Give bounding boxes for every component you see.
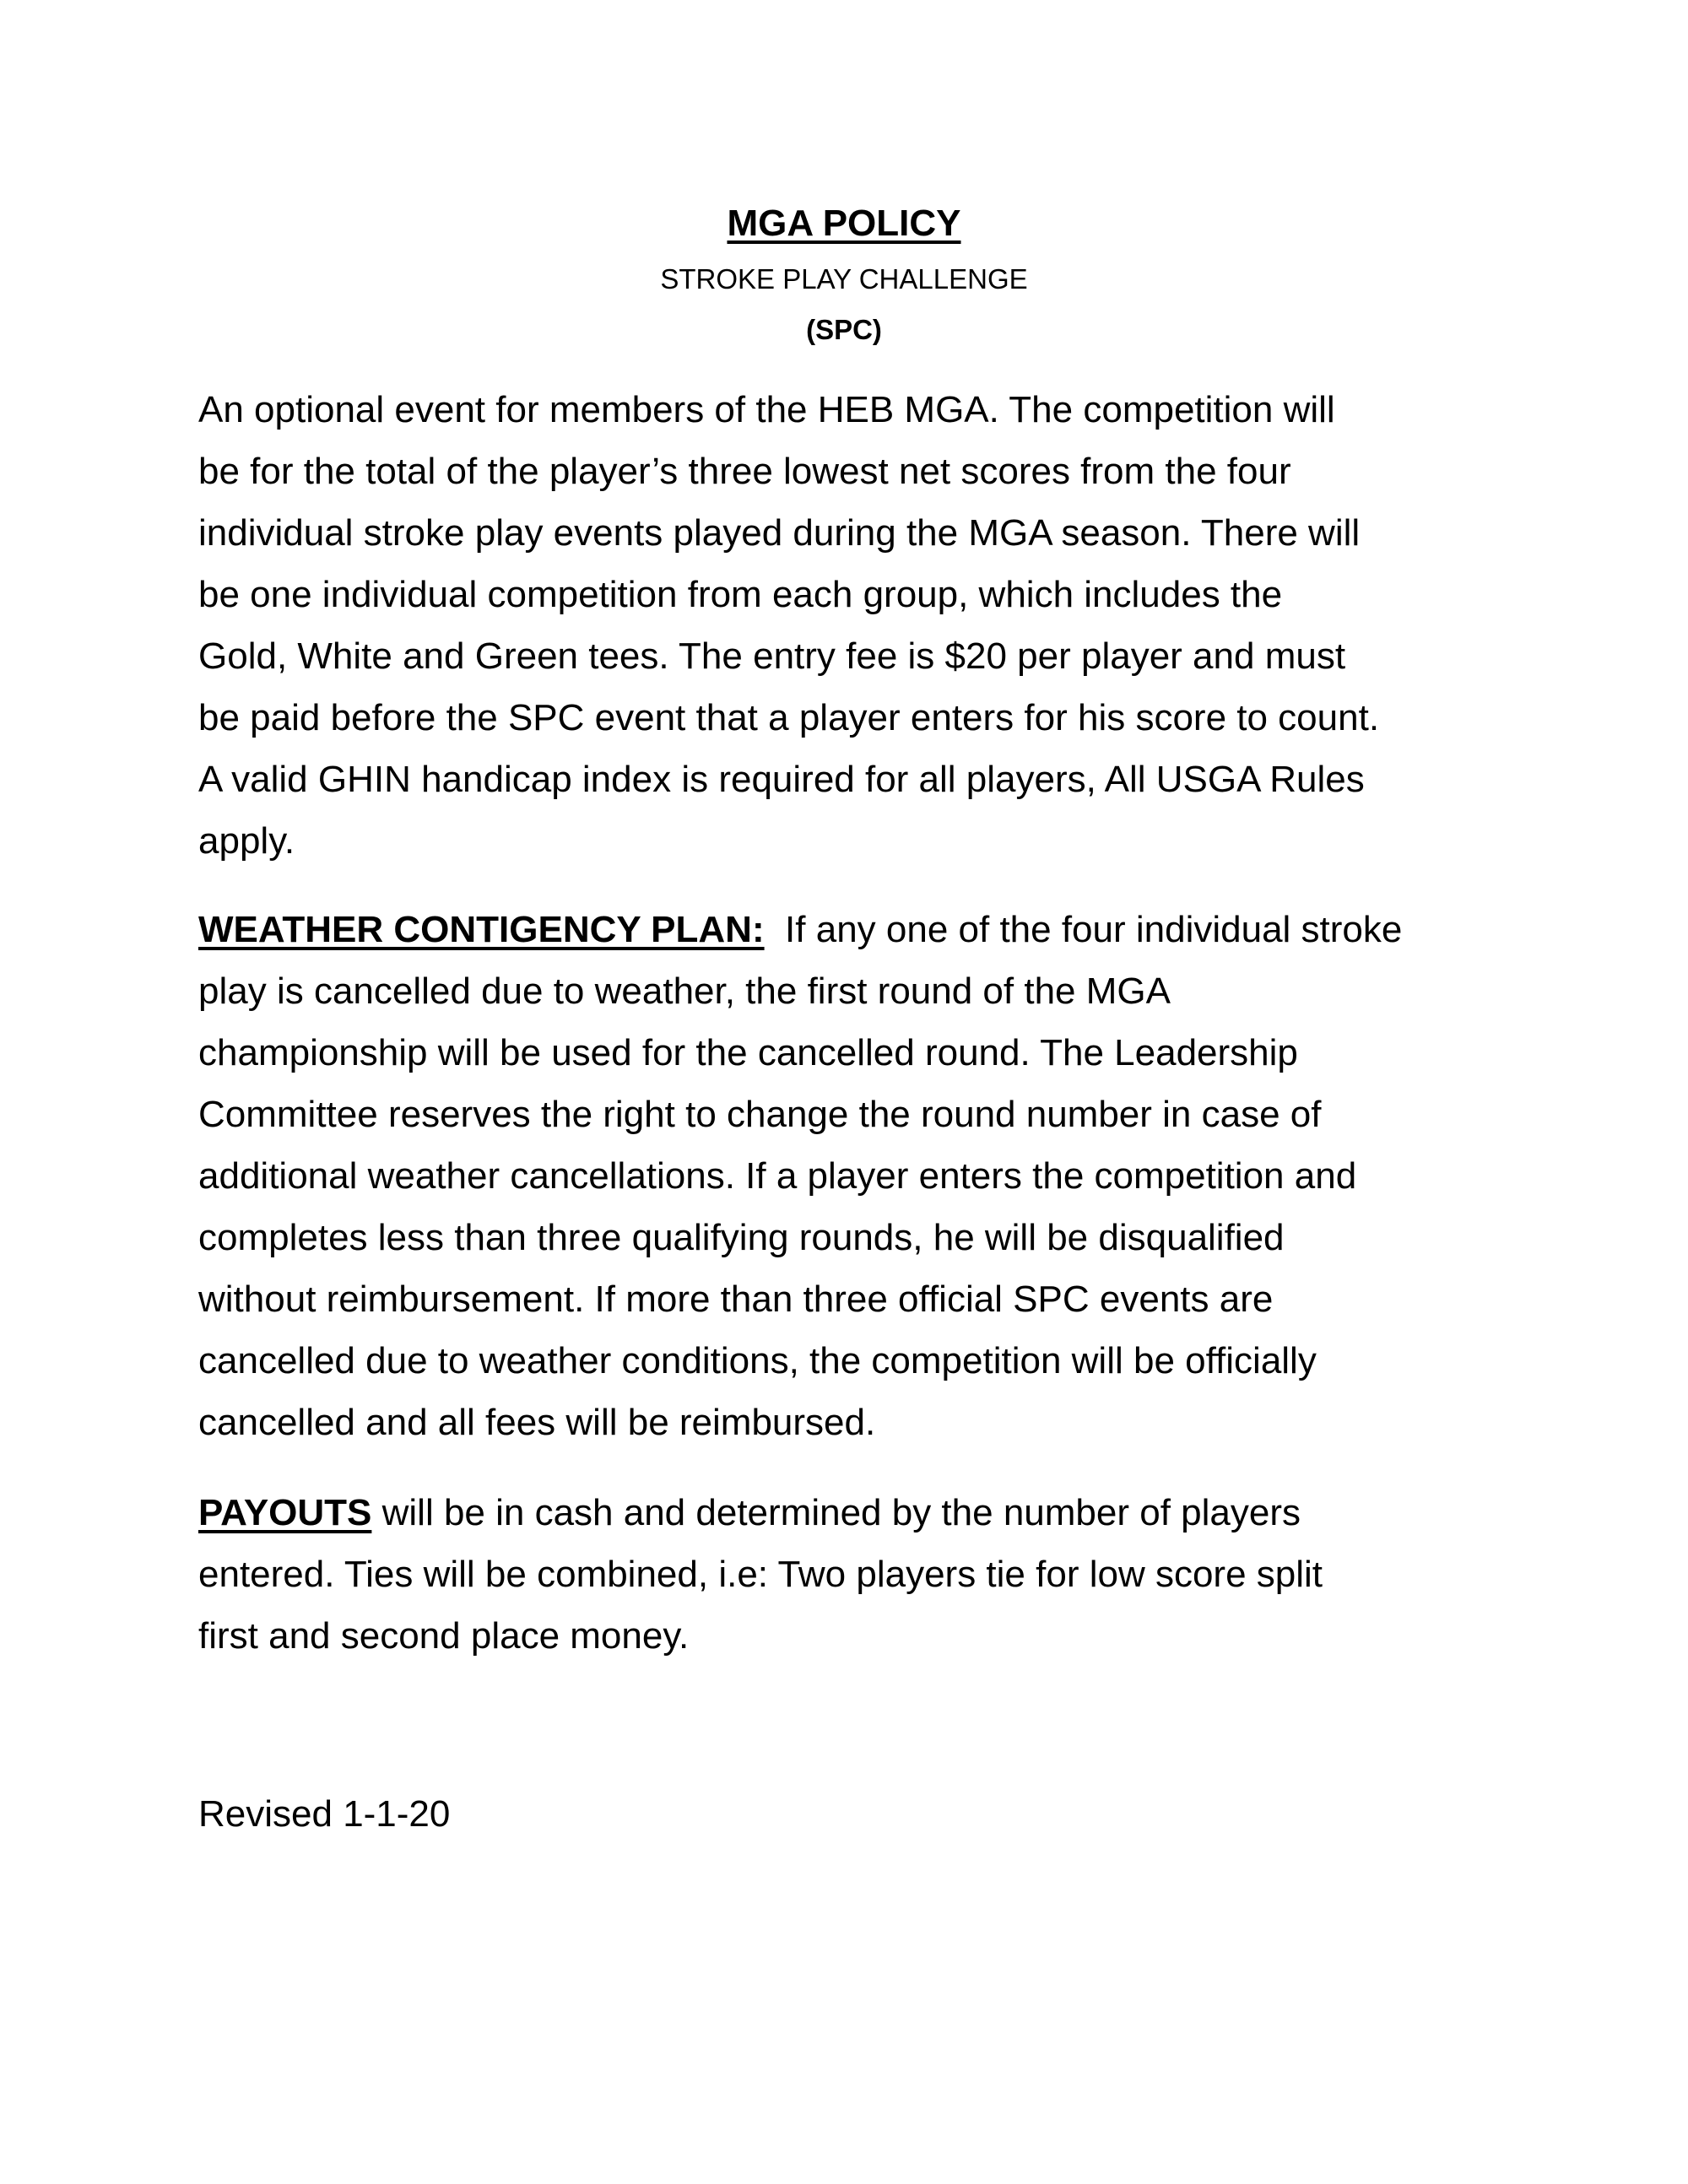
document-subtitle: STROKE PLAY CHALLENGE (660, 263, 1028, 295)
paragraph-line: be one individual competition from each group, which includes the (198, 574, 1283, 615)
document-abbreviation: (SPC) (806, 314, 882, 345)
payouts-paragraph (198, 1482, 1323, 1667)
document-title: MGA POLICY (727, 203, 961, 244)
paragraph-line: without reimbursement. If more than three official SPC events are (198, 1279, 1274, 1320)
paragraph-line: championship will be used for the cancelled round. The Leadership (198, 1032, 1298, 1073)
paragraph-line (198, 899, 1402, 960)
weather-paragraph (198, 899, 1402, 1453)
paragraph-line: first and second place money. (198, 1615, 690, 1657)
paragraph-line: play is cancelled due to weather, the first round of the MGA (198, 970, 1171, 1012)
paragraph-line: apply. (198, 820, 295, 862)
paragraph-line: cancelled due to weather conditions, the competition will be officially (198, 1340, 1317, 1381)
paragraph-line: An optional event for members of the HEB MGA. The competition will (198, 389, 1335, 430)
paragraph-line: Committee reserves the right to change the round number in case of (198, 1094, 1322, 1135)
paragraph-line: individual stroke play events played during the MGA season. There will (198, 512, 1361, 554)
paragraph-line: cancelled and all fees will be reimbursed. (198, 1402, 876, 1443)
payouts-heading: PAYOUTS (198, 1492, 372, 1533)
paragraph-line: additional weather cancellations. If a player enters the competition and (198, 1155, 1357, 1197)
weather-heading: WEATHER CONTIGENCY PLAN: (198, 909, 765, 950)
paragraph-line: Gold, White and Green tees. The entry fee is $20 per player and must (198, 635, 1346, 677)
intro-paragraph (198, 379, 1379, 872)
revised-date: Revised 1-1-20 (198, 1793, 451, 1835)
paragraph-line: A valid GHIN handicap index is required for all players, All USGA Rules (198, 759, 1365, 800)
weather-first-line: If any one of the four individual stroke (764, 909, 1403, 950)
paragraph-line (198, 1482, 1323, 1543)
paragraph-line: completes less than three qualifying rounds, he will be disqualified (198, 1217, 1285, 1258)
paragraph-line: entered. Ties will be combined, i.e: Two players tie for low score split (198, 1554, 1323, 1595)
paragraph-line: be paid before the SPC event that a player enters for his score to count. (198, 697, 1380, 738)
payouts-first-line: will be in cash and determined by the number of players (371, 1492, 1301, 1533)
paragraph-line: be for the total of the player’s three lowest net scores from the four (198, 451, 1291, 492)
